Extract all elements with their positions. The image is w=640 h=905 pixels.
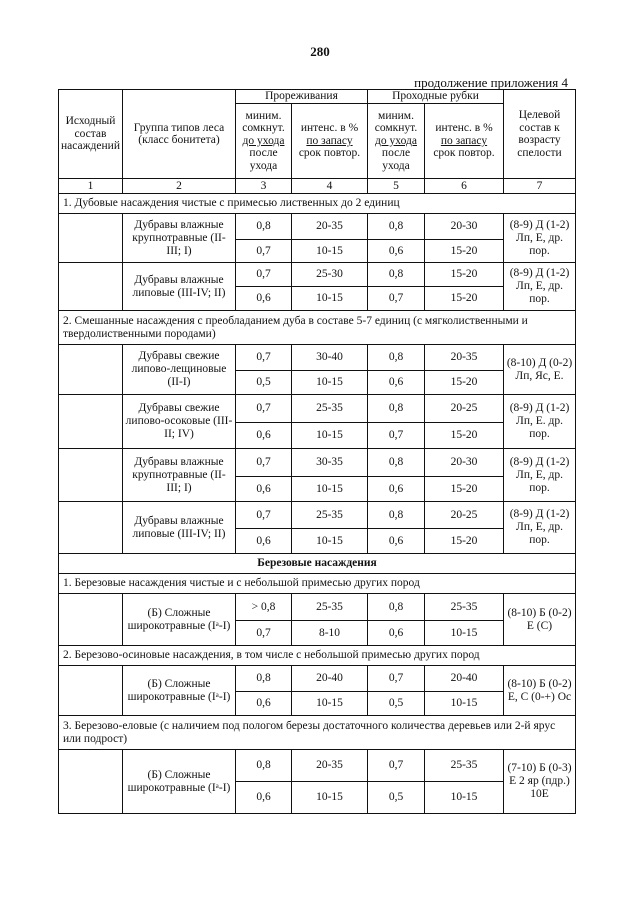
value-cell: 0,7 — [236, 345, 292, 371]
after-care-label: после ухода — [381, 147, 411, 172]
value-cell: 0,7 — [236, 449, 292, 477]
section-title: 2. Березово-осиновые насаждения, в том числе с небольшой примесью других пород — [59, 646, 576, 666]
value-cell: 15-20 — [425, 477, 504, 502]
target-composition-cell: (8-9) Д (1-2) Лп, Е, др. пор. — [504, 502, 576, 554]
table-row — [59, 263, 576, 287]
value-cell: 0,6 — [368, 240, 425, 263]
value-cell: 30-40 — [292, 345, 368, 371]
target-composition-cell: (8-10) Б (0-2) Е, С (0-+) Ос — [504, 666, 576, 716]
target-composition-cell: (7-10) Б (0-3) Е 2 яр (пдр.) 10Е — [504, 750, 576, 814]
table-row — [59, 594, 576, 621]
header-forest-type-group: Группа типов леса (класс бонитета) — [123, 90, 236, 179]
section-title: 3. Березово-еловые (с наличием под пологом березы достаточного количества деревьев или 2-й ярус или подрост) — [59, 716, 576, 750]
value-cell: 0,7 — [368, 750, 425, 782]
value-cell: 20-40 — [425, 666, 504, 692]
value-cell: 10-15 — [292, 423, 368, 449]
value-cell: 0,7 — [236, 621, 292, 646]
header-thinning-intensity — [292, 104, 368, 179]
value-cell: 8-10 — [292, 621, 368, 646]
by-stock-label: по запасу — [306, 134, 353, 147]
section-header-row — [59, 574, 576, 594]
table-row — [59, 449, 576, 477]
value-cell: 20-30 — [425, 214, 504, 240]
value-cell: 0,6 — [368, 621, 425, 646]
table-row — [59, 214, 576, 240]
section-header-row — [59, 646, 576, 666]
column-number-row — [59, 179, 576, 194]
initial-composition-cell — [59, 214, 123, 263]
target-composition-cell: (8-10) Д (0-2) Лп, Яс, Е. — [504, 345, 576, 395]
table-row — [59, 395, 576, 423]
value-cell: 25-35 — [425, 594, 504, 621]
value-cell: 0,7 — [368, 287, 425, 311]
value-cell: 0,7 — [236, 240, 292, 263]
value-cell: 0,8 — [368, 214, 425, 240]
column-number: 7 — [504, 179, 576, 194]
target-composition-cell: (8-9) Д (1-2) Лп, Е, др. пор. — [504, 214, 576, 263]
value-cell: 15-20 — [425, 240, 504, 263]
page-number: 280 — [310, 44, 330, 59]
section-header-row — [59, 716, 576, 750]
value-cell: 10-15 — [292, 477, 368, 502]
initial-composition-cell — [59, 263, 123, 311]
section-header-row — [59, 311, 576, 345]
value-cell: 0,6 — [236, 423, 292, 449]
column-number: 1 — [59, 179, 123, 194]
forest-type-cell: (Б) Сложные широкотравные (Iᵃ-I) — [123, 666, 236, 716]
value-cell: 30-35 — [292, 449, 368, 477]
initial-composition-cell — [59, 502, 123, 554]
table-row — [59, 750, 576, 782]
value-cell: 0,7 — [368, 666, 425, 692]
target-composition-cell: (8-10) Б (0-2) Е (С) — [504, 594, 576, 646]
value-cell: 10-15 — [425, 692, 504, 716]
value-cell: 0,7 — [368, 423, 425, 449]
value-cell: 0,8 — [236, 214, 292, 240]
target-composition-cell: (8-9) Д (1-2) Лп, Е, др. пор. — [504, 449, 576, 502]
column-number: 4 — [292, 179, 368, 194]
value-cell: 0,8 — [236, 666, 292, 692]
value-cell: 25-30 — [292, 263, 368, 287]
value-cell: > 0,8 — [236, 594, 292, 621]
value-cell: 25-35 — [292, 395, 368, 423]
initial-composition-cell — [59, 594, 123, 646]
intensity-label: интенс. в % — [300, 122, 359, 135]
value-cell: 20-25 — [425, 395, 504, 423]
value-cell: 10-15 — [425, 782, 504, 814]
value-cell: 10-15 — [292, 692, 368, 716]
header-target-composition: Целевой состав к возрасту спелости — [504, 90, 576, 179]
column-number: 2 — [123, 179, 236, 194]
forest-type-cell: Дубравы свежие липово-осоковые (III-II; IV) — [123, 395, 236, 449]
column-number: 3 — [236, 179, 292, 194]
header-passage-min-density — [368, 104, 425, 179]
forest-type-cell: (Б) Сложные широкотравные (Iᵃ-I) — [123, 750, 236, 814]
header-row-1 — [59, 90, 576, 104]
value-cell: 0,8 — [368, 502, 425, 529]
value-cell: 25-35 — [292, 594, 368, 621]
forest-type-cell: (Б) Сложные широкотравные (Iᵃ-I) — [123, 594, 236, 646]
silviculture-table — [58, 89, 576, 814]
value-cell: 20-40 — [292, 666, 368, 692]
forest-type-cell: Дубравы влажные липовые (III-IV; II) — [123, 263, 236, 311]
value-cell: 10-15 — [292, 371, 368, 395]
value-cell: 25-35 — [292, 502, 368, 529]
table-row — [59, 666, 576, 692]
value-cell: 25-35 — [425, 750, 504, 782]
value-cell: 0,5 — [368, 692, 425, 716]
value-cell: 0,6 — [236, 477, 292, 502]
table-row — [59, 345, 576, 371]
target-composition-cell: (8-9) Д (1-2) Лп, Е, др. пор. — [504, 263, 576, 311]
value-cell: 10-15 — [292, 782, 368, 814]
value-cell: 15-20 — [425, 287, 504, 311]
value-cell: 0,5 — [368, 782, 425, 814]
section-header-row — [59, 554, 576, 574]
value-cell: 20-30 — [425, 449, 504, 477]
column-number: 6 — [425, 179, 504, 194]
min-density-label: миним. сомкнут. — [374, 109, 418, 135]
before-care-label: до ухода — [375, 134, 417, 147]
forest-type-cell: Дубравы влажные крупнотравные (II-III; I) — [123, 449, 236, 502]
header-initial-composition: Исходный состав насаждений — [59, 90, 123, 179]
initial-composition-cell — [59, 666, 123, 716]
value-cell: 0,8 — [236, 750, 292, 782]
value-cell: 0,8 — [368, 449, 425, 477]
section-title: 1. Березовые насаждения чистые и с небольшой примесью других пород — [59, 574, 576, 594]
value-cell: 0,7 — [236, 395, 292, 423]
value-cell: 0,8 — [368, 263, 425, 287]
appendix-caption: продолжение приложения 4 — [414, 75, 568, 90]
value-cell: 0,5 — [236, 371, 292, 395]
value-cell: 0,6 — [236, 529, 292, 554]
repeat-period-label: срок повтор. — [298, 147, 361, 160]
value-cell: 0,6 — [368, 477, 425, 502]
value-cell: 15-20 — [425, 371, 504, 395]
value-cell: 0,6 — [236, 692, 292, 716]
value-cell: 0,6 — [368, 371, 425, 395]
intensity-label: интенс. в % — [435, 122, 493, 135]
header-passage-cutting: Проходные рубки — [368, 90, 504, 104]
target-composition-cell: (8-9) Д (1-2) Лп, Е. др. пор. — [504, 395, 576, 449]
forest-type-cell: Дубравы влажные крупнотравные (II-III; I) — [123, 214, 236, 263]
column-number: 5 — [368, 179, 425, 194]
section-title: 2. Смешанные насаждения с преобладанием дуба в составе 5-7 единиц (с мягколиственными и твердолиственными породами) — [59, 311, 576, 345]
value-cell: 15-20 — [425, 263, 504, 287]
header-thinning-min-density — [236, 104, 292, 179]
section-title: 1. Дубовые насаждения чистые с примесью лиственных до 2 единиц — [59, 194, 576, 214]
after-care-label: после ухода — [249, 147, 278, 172]
value-cell: 0,8 — [368, 594, 425, 621]
value-cell: 0,7 — [236, 502, 292, 529]
section-title-birch: Березовые насаждения — [59, 554, 576, 574]
initial-composition-cell — [59, 750, 123, 814]
initial-composition-cell — [59, 395, 123, 449]
value-cell: 0,8 — [368, 345, 425, 371]
value-cell: 10-15 — [292, 529, 368, 554]
value-cell: 0,8 — [368, 395, 425, 423]
value-cell: 10-15 — [292, 240, 368, 263]
value-cell: 10-15 — [292, 287, 368, 311]
forest-type-cell: Дубравы влажные липовые (III-IV; II) — [123, 502, 236, 554]
header-thinning: Прореживания — [236, 90, 368, 104]
value-cell: 0,6 — [368, 529, 425, 554]
value-cell: 0,6 — [236, 287, 292, 311]
header-passage-intensity — [425, 104, 504, 179]
value-cell: 10-15 — [425, 621, 504, 646]
value-cell: 0,7 — [236, 263, 292, 287]
forest-type-cell: Дубравы свежие липово-лещиновые (II-I) — [123, 345, 236, 395]
before-care-label: до ухода — [242, 134, 285, 147]
value-cell: 20-35 — [292, 214, 368, 240]
value-cell: 20-35 — [292, 750, 368, 782]
section-header-row — [59, 194, 576, 214]
value-cell: 0,6 — [236, 782, 292, 814]
initial-composition-cell — [59, 345, 123, 395]
value-cell: 20-25 — [425, 502, 504, 529]
value-cell: 15-20 — [425, 423, 504, 449]
min-density-label: миним. сомкнут. — [242, 109, 285, 135]
value-cell: 15-20 — [425, 529, 504, 554]
value-cell: 20-35 — [425, 345, 504, 371]
by-stock-label: по запасу — [440, 134, 488, 147]
initial-composition-cell — [59, 449, 123, 502]
repeat-period-label: срок повтор. — [433, 147, 495, 160]
table-row — [59, 502, 576, 529]
